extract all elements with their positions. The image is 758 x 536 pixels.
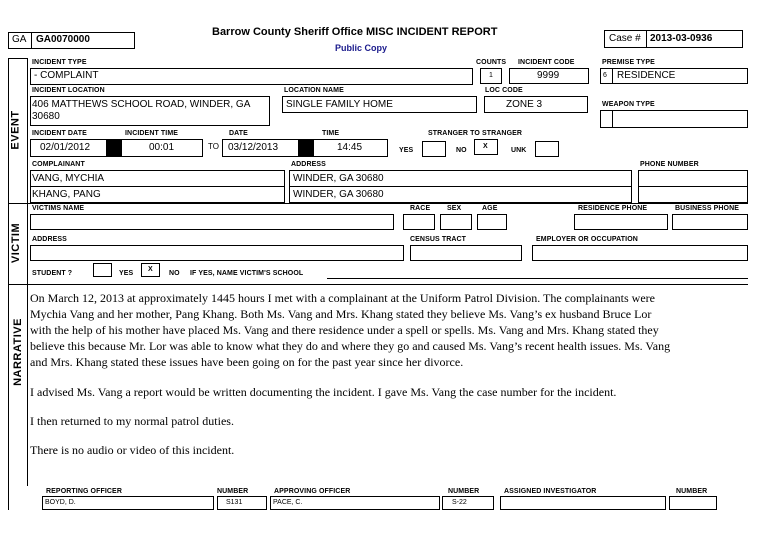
student-no-mark: X <box>148 266 153 273</box>
stranger-yes-box[interactable] <box>422 141 446 157</box>
student-yes-box[interactable] <box>93 263 112 277</box>
incident-location-label: INCIDENT LOCATION <box>32 87 105 94</box>
incident-code-label: INCIDENT CODE <box>518 59 575 66</box>
frame-top <box>8 58 28 59</box>
reporting-number-value: S131 <box>226 499 243 506</box>
incident-time-label: INCIDENT TIME <box>125 130 179 137</box>
section-frame-right <box>27 58 28 486</box>
census-tract-label: CENSUS TRACT <box>410 236 467 243</box>
victim-address-label: ADDRESS <box>32 236 67 243</box>
phone-field-1 <box>638 170 748 187</box>
weapon-type-label: WEAPON TYPE <box>602 101 655 108</box>
assigned-investigator-field <box>500 496 666 510</box>
race-field <box>403 214 435 230</box>
approving-number-value: S-22 <box>452 499 467 506</box>
assigned-investigator-label: ASSIGNED INVESTIGATOR <box>504 488 597 495</box>
date-value: 03/12/2013 <box>228 142 279 153</box>
race-label: RACE <box>410 205 431 212</box>
case-label: Case # <box>609 33 641 44</box>
incident-date-marker <box>107 139 121 157</box>
loc-code-label: LOC CODE <box>485 87 523 94</box>
date-marker <box>299 139 313 157</box>
residence-phone-field <box>574 214 668 230</box>
incident-date-value: 02/01/2012 <box>40 142 91 153</box>
stranger-unk-box[interactable] <box>535 141 559 157</box>
agency-divider <box>31 32 32 49</box>
incident-time-value: 00:01 <box>149 142 175 153</box>
narrative-paragraph: I then returned to my normal patrol duties. <box>30 414 234 428</box>
census-tract-field <box>410 245 522 261</box>
reporting-officer-label: REPORTING OFFICER <box>46 488 122 495</box>
weapon-type-field-2 <box>612 110 748 128</box>
approving-officer-value: PACE, C. <box>273 499 303 506</box>
time-value: 14:45 <box>337 142 363 153</box>
section-victim: VICTIM <box>10 222 23 264</box>
sex-field <box>440 214 472 230</box>
complainant-1: VANG, MYCHIA <box>32 173 105 184</box>
student-yes-label: YES <box>119 270 134 277</box>
section-narrative: NARRATIVE <box>11 318 24 386</box>
phone-label: PHONE NUMBER <box>640 161 699 168</box>
narrative-line: believe this because Mr. Lor was able to know what they do and where they go and caused Ms. Vang’s recent health issues. Ms. Vang <box>30 339 671 353</box>
loc-code-value: ZONE 3 <box>506 99 543 110</box>
to-label: TO <box>208 142 219 151</box>
complainant-label: COMPLAINANT <box>32 161 85 168</box>
incident-type-value: - COMPLAINT <box>34 70 99 81</box>
agency-label: GA <box>12 34 27 45</box>
school-label: IF YES, NAME VICTIM'S SCHOOL <box>190 270 304 277</box>
agency-id: GA0070000 <box>36 34 90 45</box>
complainant-address-1: WINDER, GA 30680 <box>293 173 384 184</box>
premise-type-label: PREMISE TYPE <box>602 59 655 66</box>
incident-location-line2: 30680 <box>32 111 60 122</box>
student-label: STUDENT ? <box>32 270 73 277</box>
stranger-label: STRANGER TO STRANGER <box>428 130 523 137</box>
event-bottom <box>8 203 748 204</box>
investigator-number-field <box>669 496 717 510</box>
approving-number-label: NUMBER <box>448 488 480 495</box>
location-name-value: SINGLE FAMILY HOME <box>286 99 393 110</box>
incident-location-line1: 406 MATTHEWS SCHOOL ROAD, WINDER, GA <box>32 99 251 110</box>
complainant-address-label: ADDRESS <box>291 161 326 168</box>
reporting-number-label: NUMBER <box>217 488 249 495</box>
stranger-no-mark: X <box>483 143 488 150</box>
narrative-line: On March 12, 2013 at approximately 1445 hours I met with a complainant at the Uniform Patrol Division. The complainants were <box>30 291 655 305</box>
complainant-address-2: WINDER, GA 30680 <box>293 189 384 200</box>
narrative-line: with the help of his mother have placed Ms. Vang and there residence under a spell or spells. Ms. Vang and Mrs. Khang stated they <box>30 323 659 337</box>
counts-label: COUNTS <box>476 59 507 66</box>
stranger-no-label: NO <box>456 147 467 154</box>
premise-code-value: 6 <box>603 72 607 79</box>
victim-bottom <box>8 284 748 285</box>
employer-label: EMPLOYER OR OCCUPATION <box>536 236 638 243</box>
business-phone-field <box>672 214 748 230</box>
investigator-number-label: NUMBER <box>676 488 708 495</box>
premise-type-value: RESIDENCE <box>617 70 676 81</box>
school-line <box>327 278 748 279</box>
narrative-paragraph: There is no audio or video of this incident. <box>30 443 235 457</box>
incident-code-value: 9999 <box>537 70 560 81</box>
student-no-label: NO <box>169 270 180 277</box>
reporting-officer-value: BOYD, D. <box>45 499 76 506</box>
residence-phone-label: RESIDENCE PHONE <box>578 205 648 212</box>
complainant-2: KHANG, PANG <box>32 189 101 200</box>
report-title: Barrow County Sheriff Office MISC INCIDENT REPORT <box>212 26 498 38</box>
section-event: EVENT <box>9 110 22 150</box>
sex-label: SEX <box>447 205 462 212</box>
age-label: AGE <box>482 205 498 212</box>
narrative-line: Mychia Vang and her mother, Pang Khang. Both Ms. Vang and Mrs. Khang stated they believe Ms. Vang’s ex husband Bruce Lor <box>30 307 652 321</box>
case-divider <box>646 30 647 48</box>
stranger-unk-label: UNK <box>511 147 527 154</box>
age-field <box>477 214 507 230</box>
time-label: TIME <box>322 130 340 137</box>
location-name-label: LOCATION NAME <box>284 87 344 94</box>
victim-address-field <box>30 245 404 261</box>
narrative-paragraph: I advised Ms. Vang a report would be written documenting the incident. I gave Ms. Vang the case number for the incident. <box>30 385 617 399</box>
date-label: DATE <box>229 130 248 137</box>
counts-value: 1 <box>489 72 493 79</box>
case-number: 2013-03-0936 <box>650 33 713 44</box>
incident-date-label: INCIDENT DATE <box>32 130 87 137</box>
phone-field-2 <box>638 186 748 203</box>
approving-number-field <box>442 496 494 510</box>
incident-type-label: INCIDENT TYPE <box>32 59 87 66</box>
victims-name-label: VICTIMS NAME <box>32 205 85 212</box>
business-phone-label: BUSINESS PHONE <box>675 205 740 212</box>
report-subtitle: Public Copy <box>335 43 388 53</box>
employer-field <box>532 245 748 261</box>
victims-name-field <box>30 214 394 230</box>
narrative-line: and Mrs. Khang stated these issues have been going on for the past year since her divorce. <box>30 355 464 369</box>
stranger-yes-label: YES <box>399 147 414 154</box>
approving-officer-label: APPROVING OFFICER <box>274 488 351 495</box>
